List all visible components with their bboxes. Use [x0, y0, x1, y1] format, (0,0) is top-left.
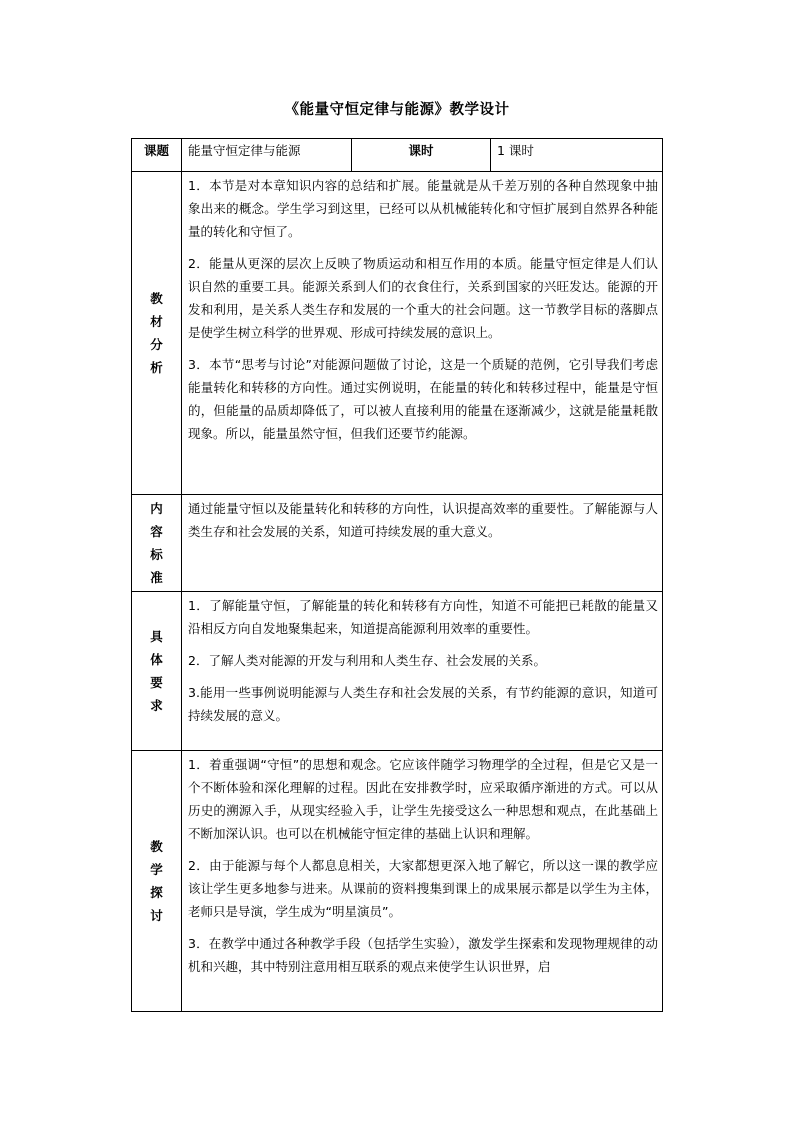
section-label: 内 容 标 准 — [132, 495, 182, 592]
section-label: 教 学 探 讨 — [132, 751, 182, 1012]
paragraph: 2．由于能源与每个人都息息相关，大家都想更深入地了解它，所以这一课的教学应该让学生更多地参与进来。从课前的资料搜集到课上的成果展示都是以学生为主体，老师只是导演，学生成为“明星演员”。 — [188, 858, 658, 919]
paragraph: 3.能用一些事例说明能源与人类生存和社会发展的关系，有节约能源的意识，知道可持续发展的意义。 — [188, 685, 658, 723]
section-content — [182, 172, 663, 495]
paragraph: 1．着重强调“守恒”的思想和观念。它应该伴随学习物理学的全过程，但是它又是一个不断体验和深化理解的过程。因此在安排教学时，应采取循序渐进的方式。可以从历史的溯源入手，从现实经验入手，让学生先接受这么一种思想和观点，在此基础上不断加深认识。也可以在机械能守恒定律的基础上认识和理解。 — [188, 757, 658, 841]
paragraph: 通过能量守恒以及能量转化和转移的方向性，认识提高效率的重要性。了解能源与人类生存和社会发展的关系，知道可持续发展的重大意义。 — [188, 501, 658, 539]
paragraph: 1．了解能量守恒，了解能量的转化和转移有方向性，知道不可能把已耗散的能量又沿相反方向自发地聚集起来，知道提高能源利用效率的重要性。 — [188, 598, 658, 636]
paragraph: 3．在教学中通过各种教学手段（包括学生实验），激发学生探索和发现物理规律的动机和兴趣，其中特别注意用相互联系的观点来使学生认识世界，启 — [188, 936, 658, 974]
section-label: 具 体 要 求 — [132, 592, 182, 751]
paragraph: 2．了解人类对能源的开发与利用和人类生存、社会发展的关系。 — [188, 653, 546, 668]
page-title: 《能量守恒定律与能源》教学设计 — [284, 102, 510, 118]
period-label: 课时 — [352, 139, 491, 172]
paragraph: 2．能量从更深的层次上反映了物质运动和相互作用的本质。能量守恒定律是人们认识自然的重要工具。能源关系到人们的衣食住行，关系到国家的兴旺发达。能源的开发和利用，是关系人类生存和发展的一个重大的社会问题。这一节教学目标的落脚点是使学生树立科学的世界观、形成可持续发展的意识上。 — [188, 256, 658, 340]
header-row — [132, 139, 663, 172]
section-specific-requirements — [132, 592, 663, 751]
section-textbook-analysis — [132, 172, 663, 495]
lesson-plan-table — [131, 138, 663, 1012]
section-label: 教 材 分 析 — [132, 172, 182, 495]
topic-label: 课题 — [132, 139, 182, 172]
section-content-standard — [132, 495, 663, 592]
section-content — [182, 495, 663, 592]
section-teaching-discussion — [132, 751, 663, 1012]
period-value: 1 课时 — [491, 139, 663, 172]
section-content — [182, 751, 663, 1012]
section-content — [182, 592, 663, 751]
topic-value: 能量守恒定律与能源 — [182, 139, 352, 172]
paragraph: 3．本节“思考与讨论”对能源问题做了讨论，这是一个质疑的范例，它引导我们考虑能量转化和转移的方向性。通过实例说明，在能量的转化和转移过程中，能量是守恒的，但能量的品质却降低了，可以被人直接利用的能量在逐渐减少，这就是能量耗散现象。所以，能量虽然守恒，但我们还要节约能源。 — [188, 357, 658, 441]
paragraph: 1．本节是对本章知识内容的总结和扩展。能量就是从千差万别的各种自然现象中抽象出来的概念。学生学习到这里，已经可以从机械能转化和守恒扩展到自然界各种能量的转化和守恒了。 — [188, 178, 658, 239]
